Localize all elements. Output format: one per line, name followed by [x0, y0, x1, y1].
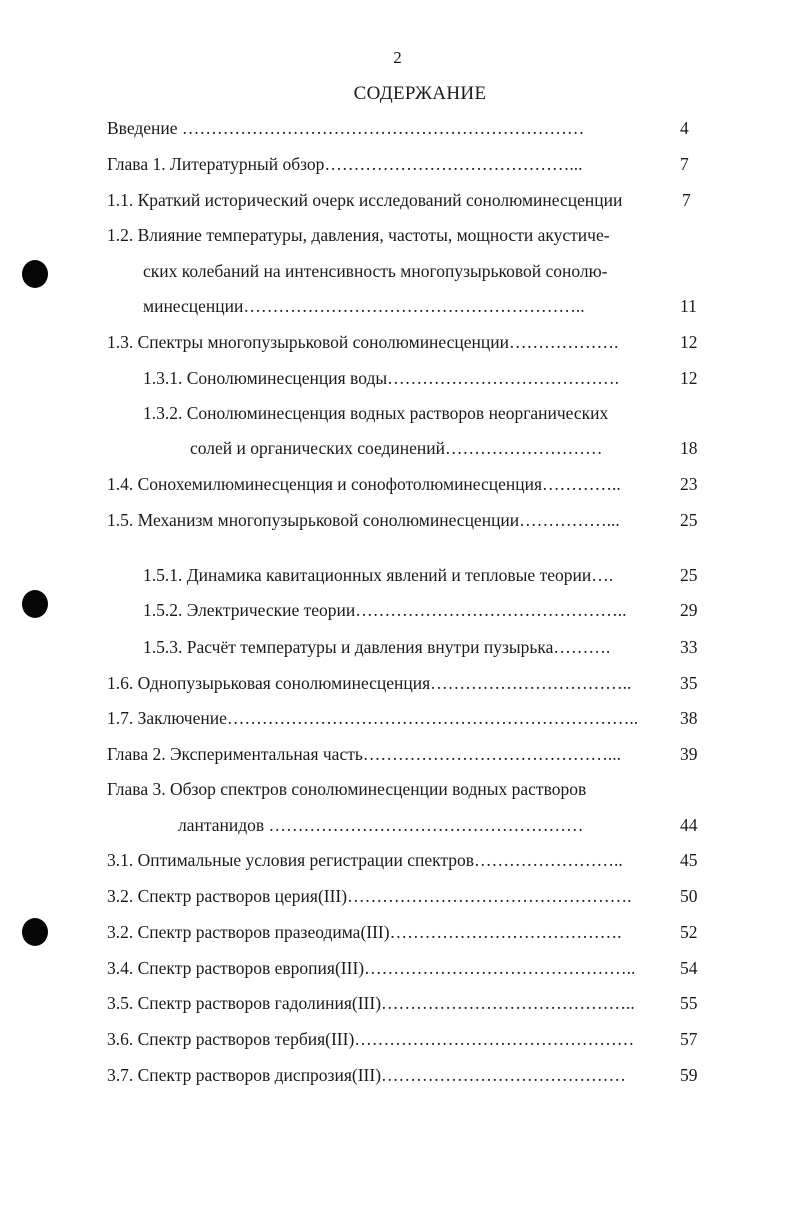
toc-entry-text: 1.6. Однопузырьковая сонолюминесценция……………………………..	[107, 673, 632, 693]
toc-entry-text: 3.2. Спектр растворов празеодима(III)………………………………….	[107, 922, 622, 942]
toc-entry-text: 1.7. Заключение……………………………………………………………..	[107, 708, 639, 728]
toc-entry-1-6	[107, 670, 704, 696]
toc-entry-text: 3.7. Спектр растворов диспрозия(III)……………………………………	[107, 1065, 627, 1085]
punch-hole	[22, 918, 48, 946]
toc-entry-page: 57	[680, 1029, 698, 1049]
toc-entry-1-3	[107, 329, 704, 355]
toc-entry-page: 18	[680, 438, 698, 458]
toc-entry-1-2-line-2: ских колебаний на интенсивность многопузырьковой сонолю-	[143, 261, 608, 281]
toc-entry-text: 1.3. Спектры многопузырьковой сонолюминесценции……………….	[107, 332, 619, 352]
toc-entry-page: 44	[680, 815, 698, 835]
toc-entry-page: 12	[680, 332, 698, 352]
toc-entry-chapter-3	[178, 812, 704, 838]
toc-entry-page: 25	[680, 510, 698, 530]
toc-entry-page: 39	[680, 744, 698, 764]
toc-entry-text: Глава 2. Экспериментальная часть……………………………………...	[107, 744, 621, 764]
toc-entry-page: 50	[680, 886, 698, 906]
toc-entry-3-2-cerium	[107, 883, 704, 909]
toc-entry-text: солей и органических соединений………………………	[190, 438, 603, 458]
toc-entry-text: 1.3.1. Сонолюминесценция воды………………………………….	[143, 368, 619, 388]
toc-entry-1-7	[107, 705, 704, 731]
toc-entry-text: Глава 1. Литературный обзор……………………………………...	[107, 154, 583, 174]
toc-entry-text: 3.4. Спектр растворов европия(III)………………………………………..	[107, 958, 636, 978]
toc-entry-chapter-3-line-1: Глава 3. Обзор спектров сонолюминесценции водных растворов	[107, 779, 587, 799]
page-title: СОДЕРЖАНИЕ	[353, 83, 487, 104]
toc-entry-3-2-praseodymium	[107, 919, 704, 945]
toc-entry-page: 52	[680, 922, 698, 942]
toc-entry-3-4	[107, 955, 704, 981]
toc-entry-3-7	[107, 1062, 704, 1088]
toc-entry-page: 54	[680, 958, 698, 978]
toc-entry-text: 3.5. Спектр растворов гадолиния(III)……………………………………..	[107, 993, 635, 1013]
toc-entry-page: 4	[680, 118, 689, 138]
toc-entry-text: 1.5.1. Динамика кавитационных явлений и тепловые теории….	[143, 565, 614, 585]
toc-entry-1-3-1	[143, 365, 704, 391]
toc-entry-text: 3.6. Спектр растворов тербия(III)…………………………………………	[107, 1029, 635, 1049]
toc-entry-chapter-1	[107, 151, 704, 177]
toc-entry-text: 1.4. Сонохемилюминесценция и сонофотолюминесценция…………..	[107, 474, 621, 494]
toc-entry-text: лантанидов ………………………………………………	[178, 815, 584, 835]
toc-entry-1-3-2	[190, 435, 704, 461]
toc-entry-1-2	[143, 293, 704, 319]
toc-entry-text: минесценции…………………………………………………..	[143, 296, 585, 316]
punch-hole	[22, 260, 48, 288]
toc-entry-text: 1.1. Краткий исторический очерк исследований сонолюминесценции	[107, 190, 623, 210]
toc-entry-1-2-line-1: 1.2. Влияние температуры, давления, частоты, мощности акустиче-	[107, 225, 610, 245]
toc-entry-1-5	[107, 507, 704, 533]
toc-entry-3-6	[107, 1026, 704, 1052]
toc-entry-page: 33	[680, 637, 698, 657]
toc-entry-page: 23	[680, 474, 698, 494]
toc-entry-1-4	[107, 471, 704, 497]
toc-entry-3-1	[107, 847, 704, 873]
toc-entry-page: 55	[680, 993, 698, 1013]
toc-entry-page: 11	[680, 296, 697, 316]
toc-entry-page: 35	[680, 673, 698, 693]
toc-entry-text: 1.5. Механизм многопузырьковой сонолюминесценции……………...	[107, 510, 620, 530]
toc-entry-page: 38	[680, 708, 698, 728]
toc-entry-text: 1.5.2. Электрические теории………………………………………..	[143, 600, 627, 620]
toc-entry-page: 59	[680, 1065, 698, 1085]
toc-entry-page: 7	[680, 154, 689, 174]
toc-entry-1-3-2-line-1: 1.3.2. Сонолюминесценция водных растворов неорганических	[143, 403, 609, 423]
toc-entry-3-5	[107, 990, 704, 1016]
toc-entry-page: 12	[680, 368, 698, 388]
toc-entry-text: 3.1. Оптимальные условия регистрации спектров……………………..	[107, 850, 623, 870]
toc-entry-text: 3.2. Спектр растворов церия(III)………………………………………….	[107, 886, 632, 906]
toc-entry-introduction	[107, 115, 704, 141]
punch-hole	[22, 590, 48, 618]
toc-entry-page: 25	[680, 565, 698, 585]
toc-entry-text: Введение ……………………………………………………………	[107, 118, 585, 138]
toc-entry-1-5-2	[143, 597, 704, 623]
page-number: 2	[393, 48, 402, 67]
toc-entry-page: 45	[680, 850, 698, 870]
toc-entry-text: 1.5.3. Расчёт температуры и давления внутри пузырька……….	[143, 637, 611, 657]
toc-entry-page: 29	[680, 600, 698, 620]
toc-entry-1-5-3	[143, 634, 704, 660]
toc-entry-1-1	[107, 187, 704, 213]
toc-entry-chapter-2	[107, 741, 704, 767]
toc-entry-page: 7	[682, 190, 691, 210]
toc-entry-1-5-1	[143, 562, 704, 588]
